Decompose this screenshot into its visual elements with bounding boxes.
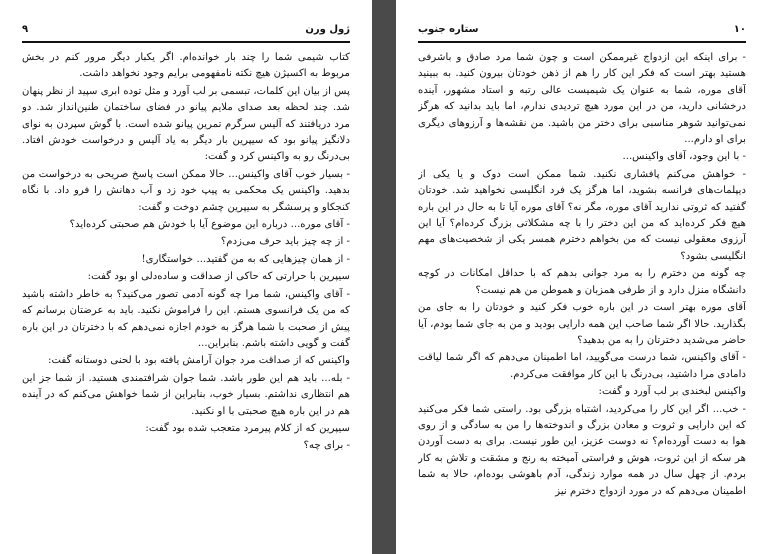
- paragraph: - آقای واکینس، شما درست می‌گویید، اما اطمینان می‌دهم که اگر شما لیاقت دامادی مرا داشتید، بی‌درنگ با این کار موافقت می‌کردم.: [418, 352, 746, 380]
- paragraph: پس از بیان این کلمات، تبسمی بر لب آورد و مثل توده ابری سپید از نظر پنهان شد. چند لحظه بعد صدای ملایم پیانو در فضای ساختمان طنین‌انداز شد. دو مرد دریافتند که آلیس سرگرم تمرین پیانو شده است. با گوش سپردن به نوای دلانگیز پیانو بود که سیپرین بار دیگر به یاد آلیس و درخواست خودش افتاد. بی‌درنگ رو به واکینس کرد و گفت:: [22, 85, 350, 163]
- paragraph: - آقای واکینس، شما مرا چه گونه آدمی تصور می‌کنید؟ به خاطر داشته باشید که من یک فرانسوی هستم. این را فراموش نکنید. باید به عرضتان برسانم که پیش از صحبت با شما هرگز به خودم اجازه نمی‌دهم که با دخترتان در این باره گفت و گویی داشته باشم. بنابراین...: [22, 288, 350, 349]
- left-header-rule: [22, 41, 350, 43]
- paragraph: آقای موره بهتر است در این باره خوب فکر کنید و خودتان را به جای من بگذارید. حالا اگر شما صاحب این همه دارایی بودید و من به جای شما بودم، آیا حاضر می‌شدید دخترتان را به من بدهید؟: [418, 302, 746, 346]
- paragraph: - برای چه؟: [303, 440, 350, 452]
- right-page-number: ۱۰: [733, 24, 746, 35]
- paragraph: - خواهش می‌کنم پافشاری نکنید. شما ممکن است دوک و یا یکی از دیپلمات‌های فرانسه بشوید، اما هرگز یک فرد انگلیسی نخواهید شد. خودتان گفتید که ثروتی ندارید آقای موره، مگر نه؟ آقای موره آیا تا به حال در این باره هیچ فکر کرده‌اید که من این دختر را با چه مشکلاتی بزرگ کرده‌ام؟ آیا این آرزوی معقولی نیست که من بخواهم دخترم همسر یکی از شخصیت‌های مهم انگلیسی بشود؟: [418, 168, 746, 262]
- right-page-body: [418, 50, 746, 546]
- right-running-head: ستاره جنوب: [418, 24, 479, 35]
- paragraph: - خب... اگر این کار را می‌کردید، اشتباه بزرگی بود. راستی شما فکر می‌کنید که این دارایی و ثروت و معادن بزرگ و اندوخته‌ها را من به سادگی و از روی هوا به دست آورده‌ام؟ نه دوست عزیز، این طور نیست. برای به دست آوردن هر سکه از این ثروت، هوش و فراستی آمیخته به رنج و مشقت و تلاش به کار بردم. از چهل سال در همه موارد زندگی، آدم باهوشی بوده‌ام، حالا به شما اطمینان می‌دهم که در مورد ازدواج دخترم نیز: [418, 403, 746, 497]
- spine-gutter: [372, 0, 396, 554]
- paragraph: - از چه چیز باید حرف می‌زدم؟: [220, 236, 350, 248]
- right-header-rule: [418, 41, 746, 43]
- right-page-header: [418, 24, 746, 40]
- left-page: [0, 0, 372, 554]
- paragraph: - آقای موره... درباره این موضوع آیا با خودش هم صحبتی کرده‌اید؟: [69, 219, 350, 231]
- paragraph: - با این وجود، آقای واکینس...: [622, 151, 746, 163]
- left-page-header: [22, 24, 350, 40]
- paragraph: واکینس لبخندی بر لب آورد و گفت:: [598, 386, 746, 398]
- paragraph: سیپرین با حرارتی که حاکی از صداقت و ساده‌دلی او بود گفت:: [87, 271, 350, 283]
- left-page-number: ۹: [22, 24, 29, 35]
- paragraph: - بسیار خوب آقای واکینس... حالا ممکن است پاسخ صریحی به درخواست من بدهید. واکینس یک محکمی به پیپ خود زد و آب دهانش را فرو داد. با نگاه کنجکاو و پرسشگر به سیپرین چشم دوخت و گفت:: [22, 168, 350, 213]
- paragraph: سیپرین که از کلام پیرمرد متعجب شده بود گفت:: [145, 422, 350, 434]
- paragraph: - از همان چیزهایی که به من گفتید... خواستگاری!: [141, 253, 350, 265]
- paragraph: - برای اینکه این ازدواج غیرممکن است و چون شما مرد صادق و باشرفی هستید بهتر است که فکر این کار را هم از ذهن خودتان بیرون کنید. به ببینید آقای موره، شما به عنوان یک شیمیست عالی رتبه و استاد مشهور، آینده درخشانی دارید، من در این مورد هیچ تردیدی ندارم، اما باید بدانید که هرگز نمی‌توانید شوهر مناسبی برای دختر من باشید. من نقشه‌ها و آرزوهای دیگری برای او دارم...: [418, 52, 746, 146]
- paragraph: کتاب شیمی شما را چند بار خوانده‌ام. اگر یکبار دیگر مرور کنم در بخش مربوط به اکسیژن هیچ نکته نامفهومی برایم وجود نخواهد داشت.: [22, 52, 350, 80]
- paragraph: - بله... باید هم این طور باشد. شما جوان شرافتمندی هستید. از شما جز این هم انتظاری نداشتم. بسیار خوب، بنابراین از شما خواهش می‌کنم که در آینده هم در این باره هیچ صحبتی با او نکنید.: [22, 372, 350, 417]
- left-running-head: ژول ورن: [305, 24, 350, 35]
- paragraph: واکینس که از صداقت مرد جوان آرامش یافته بود با لحنی دوستانه گفت:: [48, 355, 350, 367]
- left-page-body: [22, 50, 350, 546]
- paragraph: چه گونه من دخترم را به مرد جوانی بدهم که با حداقل امکانات در کوچه دانشگاه منزل دارد و از طرفی همزبان و هموطن من هم نیست؟: [418, 268, 746, 296]
- right-page: [396, 0, 768, 554]
